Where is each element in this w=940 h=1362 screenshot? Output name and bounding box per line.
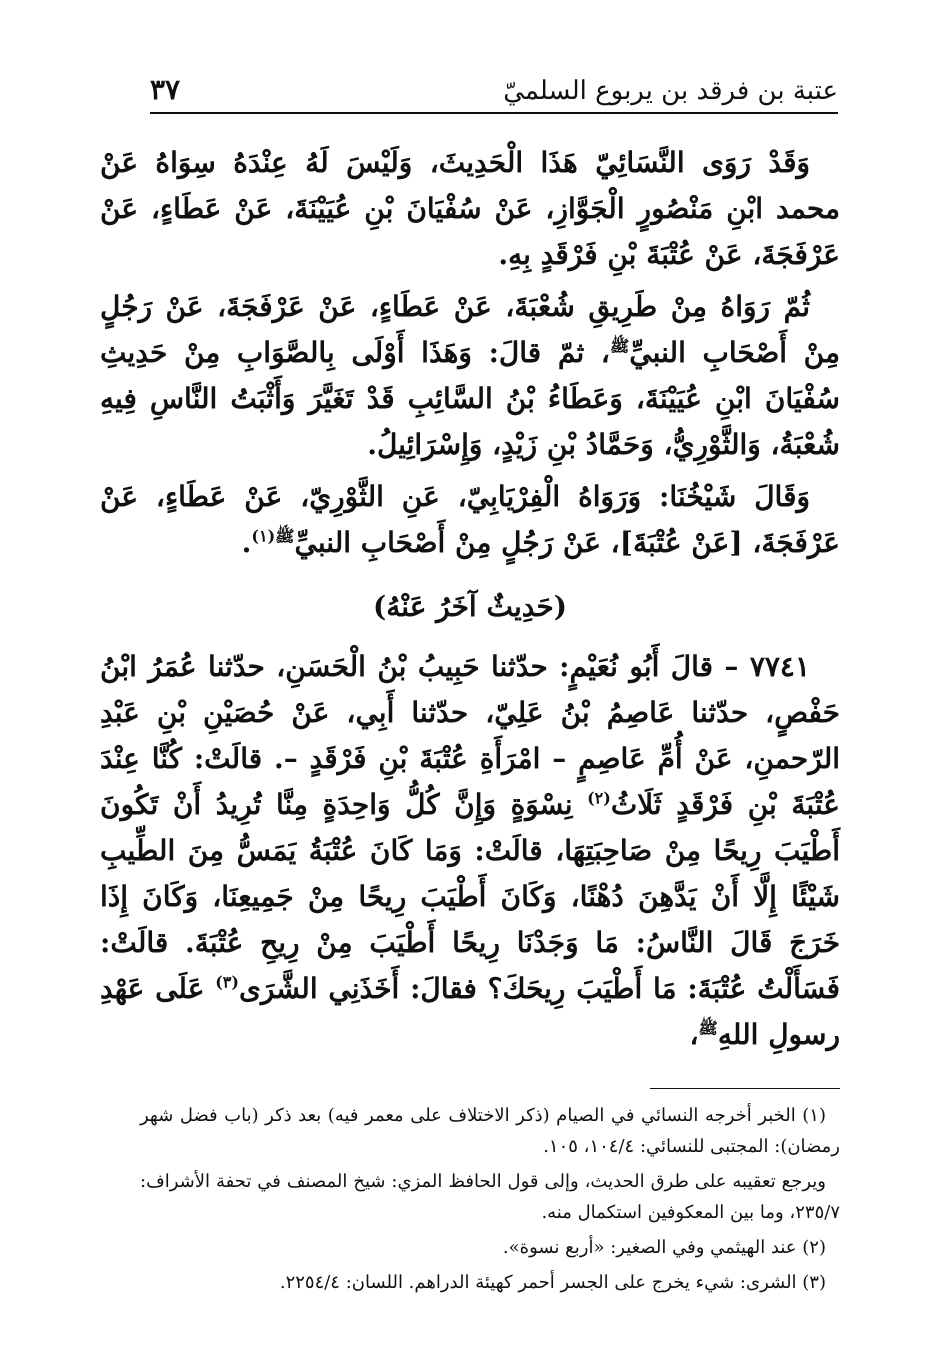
footnote-rule (650, 1088, 840, 1089)
footnotes (140, 1100, 840, 1302)
section-heading: (حَدِيثٌ آخَرُ عَنْهُ) (373, 590, 567, 623)
footnote-1-continued: ويرجع تعقيبه على طرق الحديث، وإلى قول الحافظ المزي: شيخ المصنف في تحفة الأشراف: ٢٣٥/٧، وما بين المعكوفين استكمال منه. (140, 1171, 840, 1223)
main-text (100, 140, 840, 1064)
page-number: ٣٧ (150, 73, 181, 106)
running-header (150, 66, 838, 106)
paragraph-4: ٧٧٤١ – قالَ أَبُو نُعَيْمٍ: حدّثنا حَبِيبُ بْنُ الْحَسَنِ، حدّثنا عُمَرُ ابْنُ حَفْصٍ، حدّثنا عَاصِمُ بْنُ عَلِيّ، حدّثنا أَبِي، عَنْ حُصَيْنِ بْنِ عَبْدِ الرّحمنِ، عَنْ أُمِّ عَاصِمٍ – امْرَأَةِ عُتْبَةَ بْنِ فَرْقَدٍ –. قالَتْ: كُنَّا عِنْدَ عُتْبَةَ بْنِ فَرْقَدٍ ثَلَاثُ$^{(٢)}$ نِسْوَةٍ وَإِنَّ كُلُّ وَاحِدَةٍ مِنَّا تُرِيدُ أَنْ تَكُونَ أَطْيَبَ رِيحًا مِنْ صَاحِبَتِهَا، قالَتْ: وَمَا كَانَ عُتْبَةُ يَمَسُّ مِنَ الطِّيبِ شَيْئًا إِلَّا أَنْ يَدَّهِنَ دُهْنًا، وَكَانَ أَطْيَبَ رِيحًا مِنْ جَمِيعِنَا، وَكَانَ إِذَا خَرَجَ قَالَ النَّاسُ: مَا وَجَدْنَا رِيحًا أَطْيَبَ مِنْ رِيحِ عُتْبَةَ. قالَتْ: فَسَأَلْتُ عُتْبَةَ: مَا أَطْيَبَ رِيحَكَ؟ فقالَ: أَخَذَنِي الشَّرَى$^{(٣)}$ عَلَى عَهْدِ رسولِ اللهِ$^ﷺ$، (100, 650, 841, 1051)
footnote-3: (٣) الشرى: شيء يخرج على الجسر أحمر كهيئة الدراهم. اللسان: ٢٢٥٤/٤. (279, 1272, 826, 1293)
running-title: عتبة بن فرقد بن يربوع السلميّ (503, 76, 838, 106)
footnote-1: (١) الخبر أخرجه النسائي في الصيام (ذكر الاختلاف على معمر فيه) بعد ذكر (باب فضل شهر رمضان): المجتبى للنسائي: ١٠٤/٤، ١٠٥. (140, 1105, 840, 1157)
paragraph-3: وَقَالَ شَيْخُنَا: وَرَوَاهُ الْفِرْيَابِيّ، عَنِ الثَّوْرِيّ، عَنْ عَطَاءٍ، عَنْ عَرْفَجَةَ، [عَنْ عُتْبَةَ]، عَنْ رَجُلٍ مِنْ أَصْحَابِ النبيِّ$^{ﷺ(١)}$. (100, 480, 840, 559)
honorific-mark: ﷺ (275, 526, 295, 546)
footnote-ref-2: (٢) (587, 788, 611, 808)
honorific-mark: ﷺ (698, 1018, 718, 1038)
header-rule (150, 112, 838, 114)
paragraph-2: ثُمّ رَوَاهُ مِنْ طَرِيقِ شُعْبَةَ، عَنْ عَطَاءٍ، عَنْ عَرْفَجَةَ، عَنْ رَجُلٍ مِنْ أَصْحَابِ النبيِّ$^ﷺ$، ثمّ قالَ: وَهَذَا أَوْلَى بِالصَّوَابِ مِنْ حَدِيثِ سُفْيَانَ ابْنِ عُيَيْنَةَ، وَعَطَاءُ بْنُ السَّائِبِ قَدْ تَغَيَّرَ وَأَثْبَتُ النَّاسِ فِيهِ شُعْبَةُ، وَالثَّوْرِيُّ، وَحَمَّادُ بْنِ زَيْدٍ، وَإِسْرَائِيلُ. (100, 290, 840, 461)
paragraph-1: وَقَدْ رَوَى النَّسَائِيّ هَذَا الْحَدِيثَ، وَلَيْسَ لَهُ عِنْدَهُ سِوَاهُ عَنْ محمد ابْنِ مَنْصُورٍ الْجَوَّازِ، عَنْ سُفْيَانَ بْنِ عُيَيْنَةَ، عَنْ عَطَاءٍ، عَنْ عَرْفَجَةَ، عَنْ عُتْبَةَ بْنِ فَرْقَدٍ بِهِ. (100, 146, 840, 271)
footnote-ref-1: (١) (251, 526, 276, 546)
honorific-mark: ﷺ (609, 336, 630, 356)
footnote-ref-3: (٣) (215, 972, 239, 992)
footnote-2: (٢) عند الهيثمي وفي الصغير: «أربع نسوة». (502, 1237, 826, 1258)
